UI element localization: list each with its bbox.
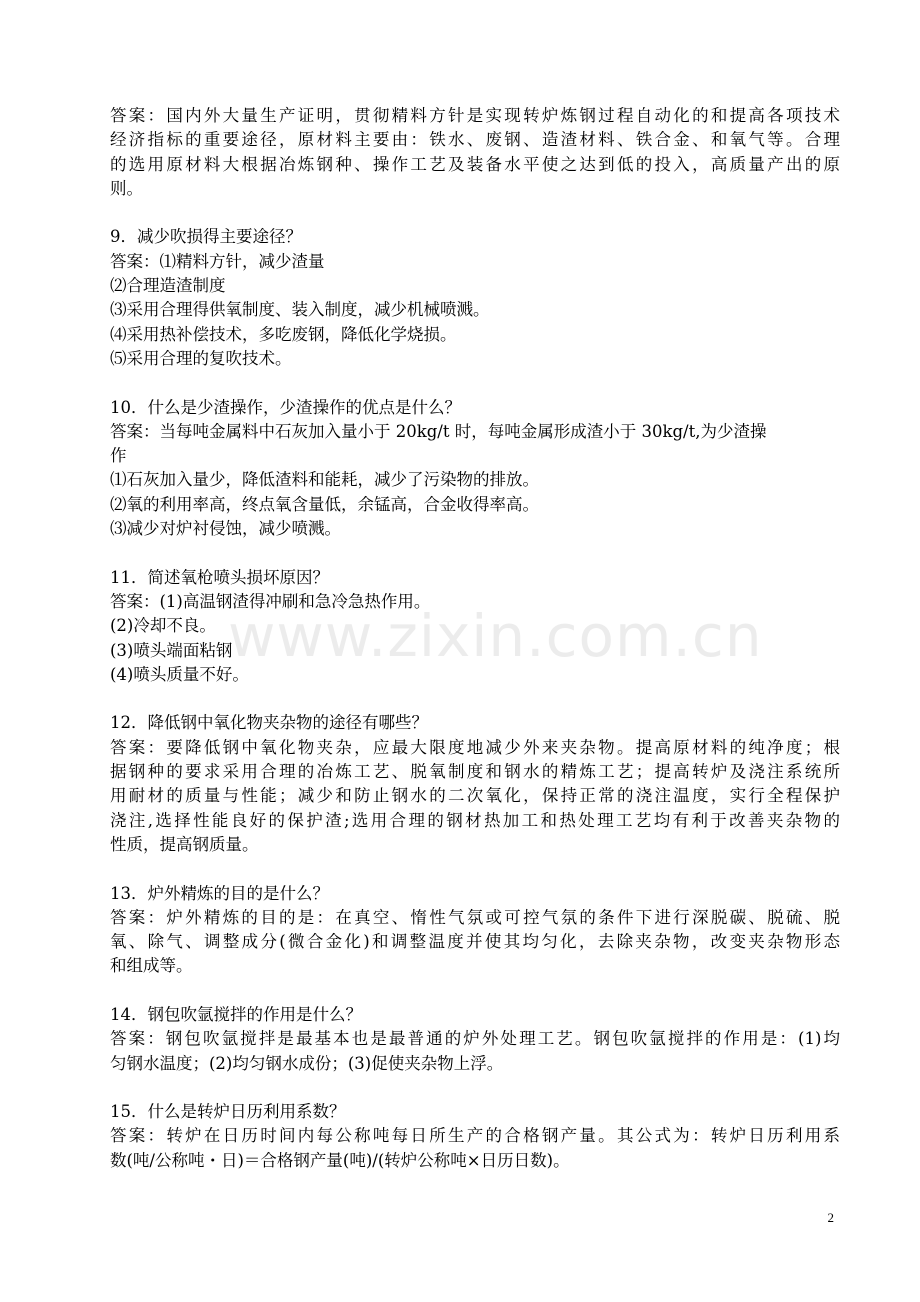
text-line: (4)喷头质量不好。 (110, 664, 249, 684)
text-line: ⑴石灰加入量少，降低渣料和能耗，减少了污染物的排放。 (110, 470, 539, 490)
text-line: 答案：转炉在日历时间内每公称吨每日所生产的合格钢产量。其公式为：转炉日历利用系 (110, 1126, 840, 1146)
text-line: 匀钢水温度；(2)均匀钢水成份；(3)促使夹杂物上浮。 (110, 1053, 504, 1073)
paragraph-gap (110, 687, 840, 711)
text-line: 则。 (110, 178, 143, 198)
paragraph-gap (110, 371, 840, 395)
paragraph-gap (110, 857, 840, 881)
text-line: 的选用原材料大根据冶炼钢种、操作工艺及装备水平使之达到低的投入，高质量产出的原 (110, 154, 840, 174)
text-line: 作 (110, 446, 127, 466)
text-line: 11．简述氧枪喷头损坏原因？ (110, 567, 329, 587)
paragraph-gap (110, 1076, 840, 1100)
text-line: ⑸采用合理的复吹技术。 (110, 348, 292, 368)
text-line: 9．减少吹损得主要途径？ (110, 227, 302, 247)
text-line: 浇注,选择性能良好的保护渣;选用合理的钢材热加工和热处理工艺均有利于改善夹杂物的 (110, 810, 840, 830)
page-number: 2 (827, 1210, 834, 1225)
text-line: ⑶采用合理得供氧制度、装入制度，减少机械喷溅。 (110, 300, 490, 320)
text-line: 答案：当每吨金属料中石灰加入量小于 20kg/t 时，每吨金属形成渣小于 30kg/t,为少渣操 (110, 421, 767, 441)
text-line: 13．炉外精炼的目的是什么？ (110, 883, 329, 903)
text-line: 答案：⑴精料方针，减少渣量 (110, 251, 325, 271)
paragraph-gap (110, 201, 840, 225)
text-line: 性质，提高钢质量。 (110, 834, 259, 854)
text-line: 12．降低钢中氧化物夹杂物的途径有哪些？ (110, 713, 428, 733)
text-line: 据钢种的要求采用合理的冶炼工艺、脱氧制度和钢水的精炼工艺；提高转炉及浇注系统所 (110, 762, 840, 782)
text-line: 用耐材的质量与性能；减少和防止钢水的二次氧化，保持正常的浇注温度，实行全程保护 (110, 786, 840, 806)
paragraph-gap (110, 541, 840, 565)
text-line: ⑵氧的利用率高，终点氧含量低，余锰高，合金收得率高。 (110, 494, 539, 514)
text-line: 答案：要降低钢中氧化物夹杂，应最大限度地减少外来夹杂物。提高原材料的纯净度；根 (110, 737, 840, 757)
text-line: ⑵合理造渣制度 (110, 276, 226, 296)
text-line: 氧、除气、调整成分(微合金化)和调整温度并使其均匀化，去除夹杂物，改变夹杂物形态 (110, 932, 840, 952)
watermark: www.zixin.com.cn (228, 602, 763, 670)
text-line: (3)喷头端面粘钢 (110, 640, 233, 660)
text-line: 答案：国内外大量生产证明，贯彻精料方针是实现转炉炼钢过程自动化的和提高各项技术 (110, 106, 840, 125)
paragraph-gap (110, 979, 840, 1003)
text-line: 10．什么是少渣操作，少渣操作的优点是什么？ (110, 397, 461, 417)
text-line: 经济指标的重要途径，原材料主要由：铁水、废钢、造渣材料、铁合金、和氧气等。合理 (110, 130, 840, 150)
text-line: 15．什么是转炉日历利用系数？ (110, 1102, 346, 1122)
text-line: 14．钢包吹氩搅拌的作用是什么？ (110, 1004, 362, 1024)
text-line: ⑶减少对炉衬侵蚀，减少喷溅。 (110, 519, 341, 539)
text-line: 答案：炉外精炼的目的是：在真空、惰性气氛或可控气氛的条件下进行深脱碳、脱硫、脱 (110, 907, 840, 927)
text-line: (2)冷却不良。 (110, 616, 216, 636)
text-line: 和组成等。 (110, 956, 193, 976)
text-line: 数(吨/公称吨・日)＝合格钢产量(吨)/(转炉公称吨×日历日数)。 (110, 1150, 570, 1170)
text-line: 答案：钢包吹氩搅拌是最基本也是最普通的炉外处理工艺。钢包吹氩搅拌的作用是：(1)均 (110, 1029, 840, 1049)
text-line: 答案：(1)高温钢渣得冲刷和急冷急热作用。 (110, 591, 431, 611)
document-body (110, 104, 840, 1173)
text-line: ⑷采用热补偿技术，多吃废钢，降低化学烧损。 (110, 324, 457, 344)
